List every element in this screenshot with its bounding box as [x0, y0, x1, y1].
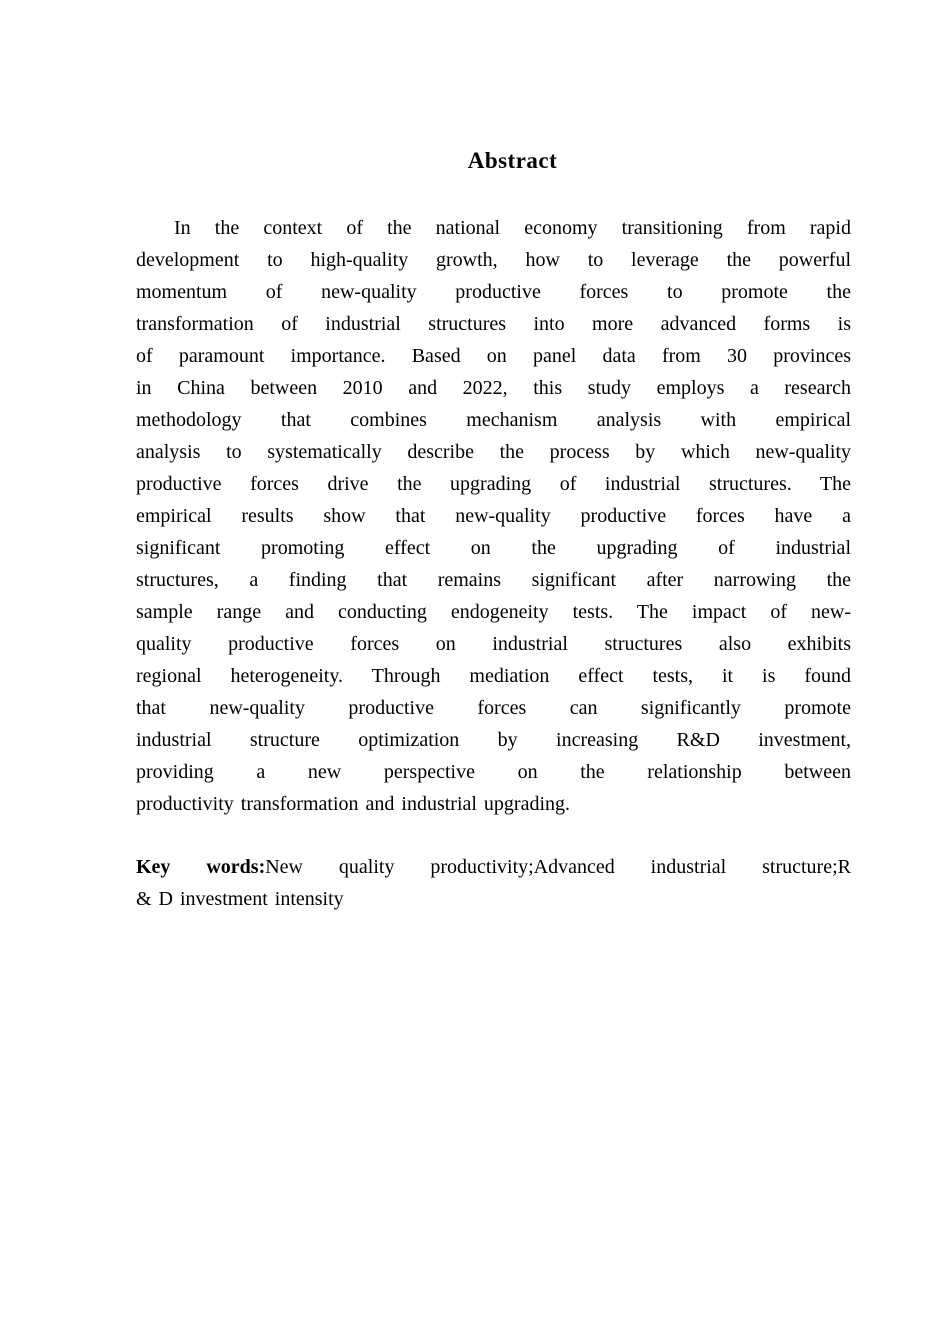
keywords-text: New quality productivity;Advanced industrial structure;R: [265, 856, 851, 878]
abstract-line: quality productive forces on industrial structures also exhibits: [136, 633, 851, 655]
abstract-line: in China between 2010 and 2022, this study employs a research: [136, 377, 851, 399]
abstract-line: providing a new perspective on the relationship between: [136, 761, 851, 783]
abstract-body: [136, 212, 851, 820]
keywords: [136, 851, 851, 915]
abstract-line: development to high-quality growth, how to leverage the powerful: [136, 249, 851, 271]
keywords-label: Key words:: [136, 856, 266, 878]
abstract-line: empirical results show that new-quality productive forces have a: [136, 505, 851, 527]
abstract-line: productive forces drive the upgrading of industrial structures. The: [136, 473, 851, 495]
abstract-line: that new-quality productive forces can significantly promote: [136, 697, 851, 719]
abstract-line: significant promoting effect on the upgrading of industrial: [136, 537, 851, 559]
abstract-line: analysis to systematically describe the process by which new-quality: [136, 441, 851, 463]
abstract-line: structures, a finding that remains significant after narrowing the: [136, 569, 851, 591]
abstract-line: regional heterogeneity. Through mediation effect tests, it is found: [136, 665, 851, 687]
abstract-line: momentum of new-quality productive forces to promote the: [136, 281, 851, 303]
abstract-heading: Abstract: [467, 148, 558, 173]
abstract-line: industrial structure optimization by increasing R&D investment,: [136, 729, 851, 751]
abstract-line: productivity transformation and industrial upgrading.: [136, 793, 571, 815]
abstract-line: transformation of industrial structures into more advanced forms is: [136, 313, 851, 335]
abstract-line: methodology that combines mechanism analysis with empirical: [136, 409, 851, 431]
abstract-line: sample range and conducting endogeneity tests. The impact of new-: [136, 601, 851, 623]
abstract-line: of paramount importance. Based on panel data from 30 provinces: [136, 345, 851, 367]
keywords-line-1: [136, 851, 851, 883]
keywords-line-2: & D investment intensity: [136, 888, 344, 910]
abstract-line: In the context of the national economy transitioning from rapid: [174, 217, 851, 239]
